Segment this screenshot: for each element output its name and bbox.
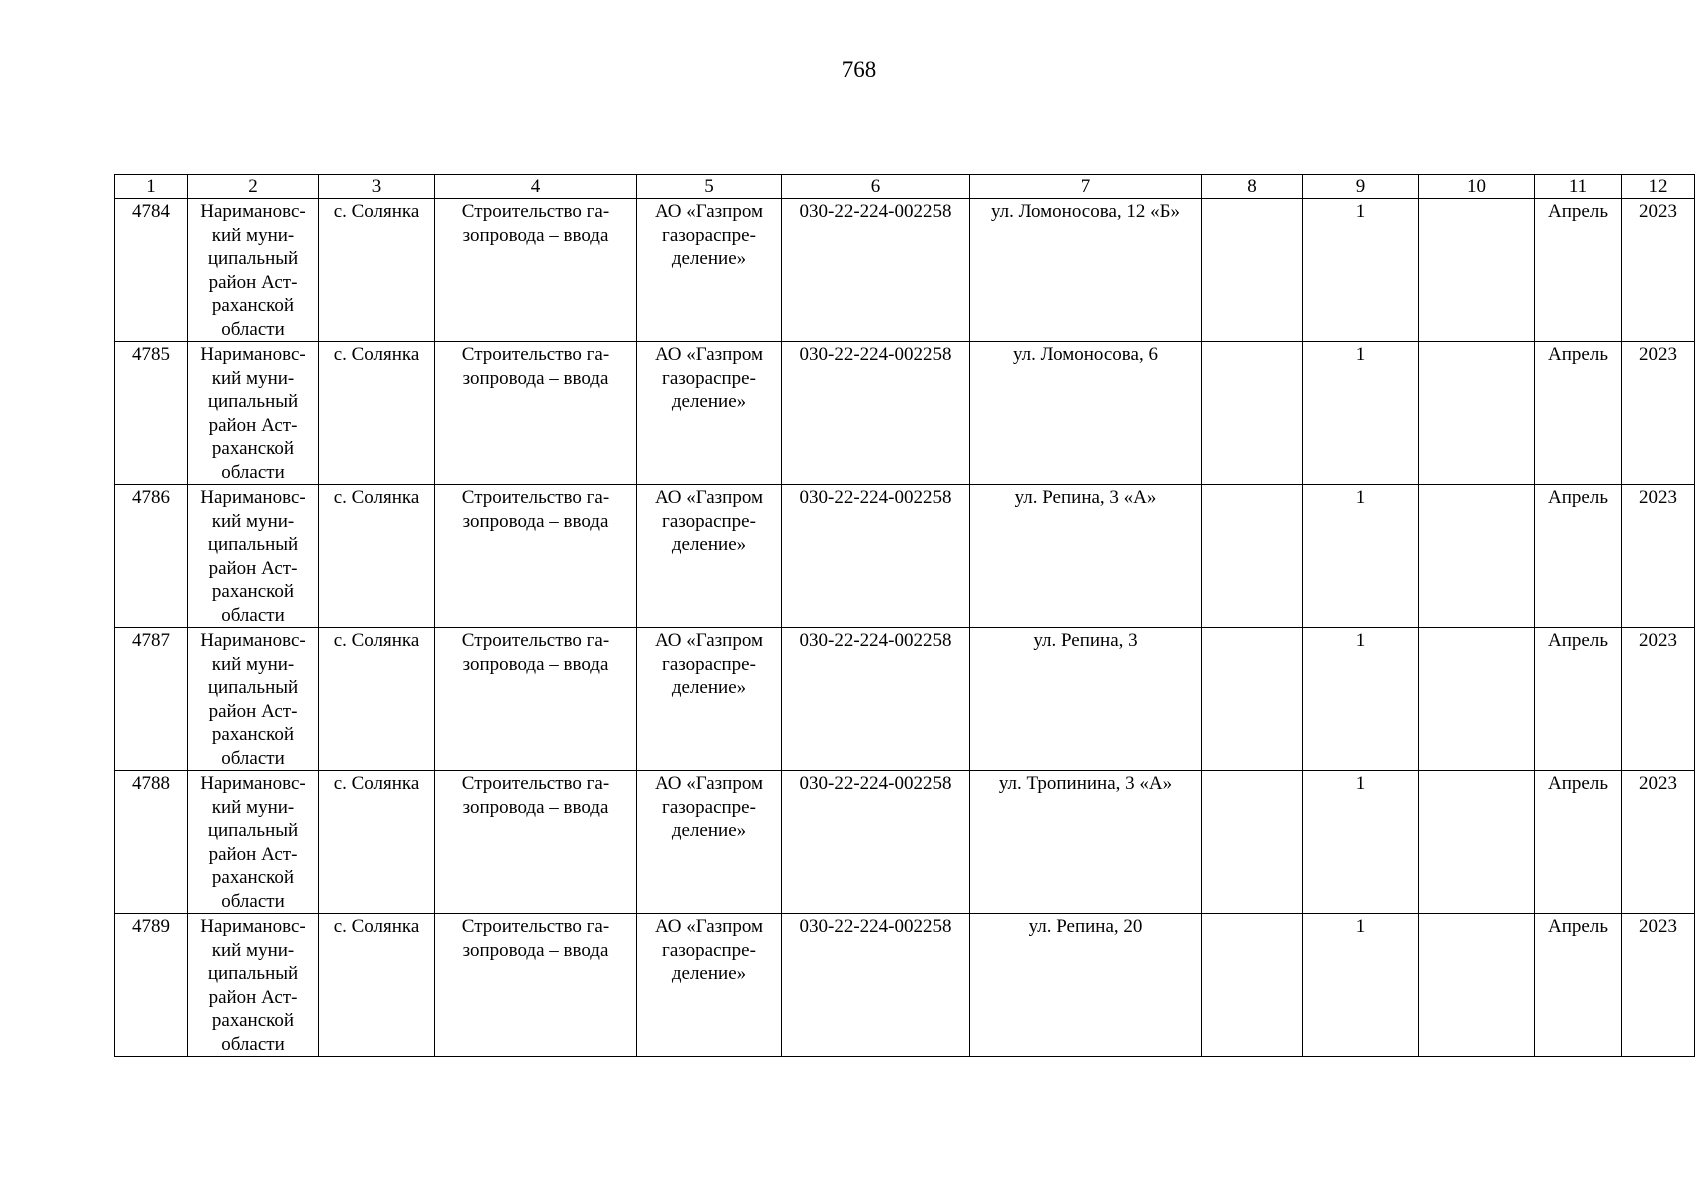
cell-year: 2023 — [1622, 771, 1695, 914]
organization-line: деление» — [671, 534, 747, 555]
organization-line: газораспре- — [662, 653, 756, 675]
organization-line: АО «Газпром — [654, 487, 764, 508]
cell-locality: с. Солянка — [319, 914, 435, 1057]
district-line: раханской — [211, 295, 295, 316]
cell-col9: 1 — [1303, 914, 1419, 1057]
cell-number: 4787 — [115, 628, 188, 771]
district-line: район Аст- — [208, 557, 298, 579]
cell-locality: с. Солянка — [319, 628, 435, 771]
cell-col10 — [1419, 771, 1535, 914]
district-line: Наримановс- — [200, 630, 306, 651]
organization-line: деление» — [671, 391, 747, 412]
cell-work — [435, 485, 637, 628]
cell-organization — [637, 199, 782, 342]
registry-table — [114, 174, 1695, 1057]
column-header: 11 — [1535, 175, 1622, 199]
cell-address: ул. Ломоносова, 6 — [970, 342, 1202, 485]
cell-number: 4789 — [115, 914, 188, 1057]
district-line: области — [221, 604, 285, 626]
column-header: 6 — [782, 175, 970, 199]
district-line: области — [221, 318, 285, 340]
cell-code: 030-22-224-002258 — [782, 342, 970, 485]
district-line: кий муни- — [211, 367, 295, 389]
district-line: раханской — [211, 1010, 295, 1031]
column-header: 7 — [970, 175, 1202, 199]
organization-line: АО «Газпром — [654, 773, 764, 794]
table-row — [115, 628, 1695, 771]
cell-month: Апрель — [1535, 485, 1622, 628]
cell-month: Апрель — [1535, 342, 1622, 485]
cell-col9: 1 — [1303, 771, 1419, 914]
cell-col9: 1 — [1303, 485, 1419, 628]
district-line: район Аст- — [208, 843, 298, 865]
cell-district — [188, 771, 319, 914]
cell-address: ул. Тропинина, 3 «А» — [970, 771, 1202, 914]
district-line: раханской — [211, 581, 295, 602]
district-line: район Аст- — [208, 271, 298, 293]
cell-col10 — [1419, 485, 1535, 628]
cell-col10 — [1419, 914, 1535, 1057]
cell-year: 2023 — [1622, 485, 1695, 628]
cell-month: Апрель — [1535, 199, 1622, 342]
work-line: Строительство га- — [461, 487, 610, 508]
column-header: 8 — [1202, 175, 1303, 199]
organization-line: АО «Газпром — [654, 630, 764, 651]
table-row — [115, 342, 1695, 485]
cell-month: Апрель — [1535, 771, 1622, 914]
cell-organization — [637, 914, 782, 1057]
cell-year: 2023 — [1622, 914, 1695, 1057]
cell-work — [435, 771, 637, 914]
district-line: Наримановс- — [200, 916, 306, 937]
cell-number: 4784 — [115, 199, 188, 342]
organization-line: деление» — [671, 963, 747, 984]
column-header: 3 — [319, 175, 435, 199]
cell-locality: с. Солянка — [319, 485, 435, 628]
cell-month: Апрель — [1535, 628, 1622, 771]
cell-address: ул. Репина, 20 — [970, 914, 1202, 1057]
district-line: Наримановс- — [200, 201, 306, 222]
district-line: раханской — [211, 438, 295, 459]
district-line: Наримановс- — [200, 487, 306, 508]
work-line: Строительство га- — [461, 916, 610, 937]
organization-line: деление» — [671, 677, 747, 698]
district-line: кий муни- — [211, 510, 295, 532]
work-line: Строительство га- — [461, 201, 610, 222]
district-line: ципальный — [207, 963, 299, 984]
organization-line: АО «Газпром — [654, 201, 764, 222]
column-header: 2 — [188, 175, 319, 199]
cell-col8 — [1202, 628, 1303, 771]
district-line: ципальный — [207, 820, 299, 841]
cell-work — [435, 342, 637, 485]
cell-district — [188, 485, 319, 628]
cell-organization — [637, 771, 782, 914]
cell-year: 2023 — [1622, 628, 1695, 771]
column-header: 10 — [1419, 175, 1535, 199]
cell-organization — [637, 628, 782, 771]
district-line: области — [221, 1033, 285, 1055]
cell-number: 4785 — [115, 342, 188, 485]
cell-code: 030-22-224-002258 — [782, 628, 970, 771]
table-row — [115, 485, 1695, 628]
work-line: Строительство га- — [461, 344, 610, 365]
district-line: раханской — [211, 867, 295, 888]
work-line: зопровода – ввода — [462, 367, 609, 389]
cell-district — [188, 914, 319, 1057]
cell-code: 030-22-224-002258 — [782, 485, 970, 628]
cell-organization — [637, 342, 782, 485]
district-line: район Аст- — [208, 986, 298, 1008]
district-line: ципальный — [207, 391, 299, 412]
cell-month: Апрель — [1535, 914, 1622, 1057]
work-line: зопровода – ввода — [462, 796, 609, 818]
work-line: зопровода – ввода — [462, 224, 609, 246]
organization-line: газораспре- — [662, 796, 756, 818]
work-line: зопровода – ввода — [462, 653, 609, 675]
cell-work — [435, 628, 637, 771]
cell-col8 — [1202, 342, 1303, 485]
district-line: кий муни- — [211, 796, 295, 818]
cell-col9: 1 — [1303, 342, 1419, 485]
district-line: ципальный — [207, 248, 299, 269]
district-line: кий муни- — [211, 224, 295, 246]
district-line: области — [221, 461, 285, 483]
cell-address: ул. Ломоносова, 12 «Б» — [970, 199, 1202, 342]
cell-district — [188, 628, 319, 771]
district-line: области — [221, 890, 285, 912]
column-header: 12 — [1622, 175, 1695, 199]
work-line: зопровода – ввода — [462, 510, 609, 532]
district-line: Наримановс- — [200, 344, 306, 365]
district-line: области — [221, 747, 285, 769]
cell-organization — [637, 485, 782, 628]
organization-line: АО «Газпром — [654, 916, 764, 937]
cell-code: 030-22-224-002258 — [782, 199, 970, 342]
cell-work — [435, 199, 637, 342]
cell-locality: с. Солянка — [319, 771, 435, 914]
cell-col8 — [1202, 771, 1303, 914]
column-header: 1 — [115, 175, 188, 199]
cell-locality: с. Солянка — [319, 199, 435, 342]
cell-locality: с. Солянка — [319, 342, 435, 485]
district-line: раханской — [211, 724, 295, 745]
organization-line: газораспре- — [662, 224, 756, 246]
cell-col8 — [1202, 485, 1303, 628]
cell-col10 — [1419, 199, 1535, 342]
column-header: 5 — [637, 175, 782, 199]
district-line: Наримановс- — [200, 773, 306, 794]
table-row — [115, 914, 1695, 1057]
district-line: район Аст- — [208, 414, 298, 436]
cell-col8 — [1202, 199, 1303, 342]
district-line: кий муни- — [211, 653, 295, 675]
work-line: Строительство га- — [461, 630, 610, 651]
header-row — [115, 175, 1695, 199]
cell-number: 4786 — [115, 485, 188, 628]
cell-col10 — [1419, 342, 1535, 485]
work-line: Строительство га- — [461, 773, 610, 794]
cell-year: 2023 — [1622, 199, 1695, 342]
cell-number: 4788 — [115, 771, 188, 914]
organization-line: АО «Газпром — [654, 344, 764, 365]
cell-district — [188, 199, 319, 342]
cell-col9: 1 — [1303, 199, 1419, 342]
organization-line: деление» — [671, 820, 747, 841]
organization-line: газораспре- — [662, 939, 756, 961]
cell-col8 — [1202, 914, 1303, 1057]
district-line: ципальный — [207, 534, 299, 555]
table-row — [115, 199, 1695, 342]
table-row — [115, 771, 1695, 914]
page-number: 768 — [841, 57, 877, 82]
organization-line: газораспре- — [662, 510, 756, 532]
table-body — [115, 199, 1695, 1057]
cell-address: ул. Репина, 3 — [970, 628, 1202, 771]
cell-code: 030-22-224-002258 — [782, 771, 970, 914]
district-line: ципальный — [207, 677, 299, 698]
column-header: 9 — [1303, 175, 1419, 199]
cell-col10 — [1419, 628, 1535, 771]
cell-col9: 1 — [1303, 628, 1419, 771]
district-line: район Аст- — [208, 700, 298, 722]
cell-address: ул. Репина, 3 «А» — [970, 485, 1202, 628]
cell-work — [435, 914, 637, 1057]
district-line: кий муни- — [211, 939, 295, 961]
cell-year: 2023 — [1622, 342, 1695, 485]
work-line: зопровода – ввода — [462, 939, 609, 961]
organization-line: деление» — [671, 248, 747, 269]
column-header: 4 — [435, 175, 637, 199]
cell-district — [188, 342, 319, 485]
organization-line: газораспре- — [662, 367, 756, 389]
cell-code: 030-22-224-002258 — [782, 914, 970, 1057]
